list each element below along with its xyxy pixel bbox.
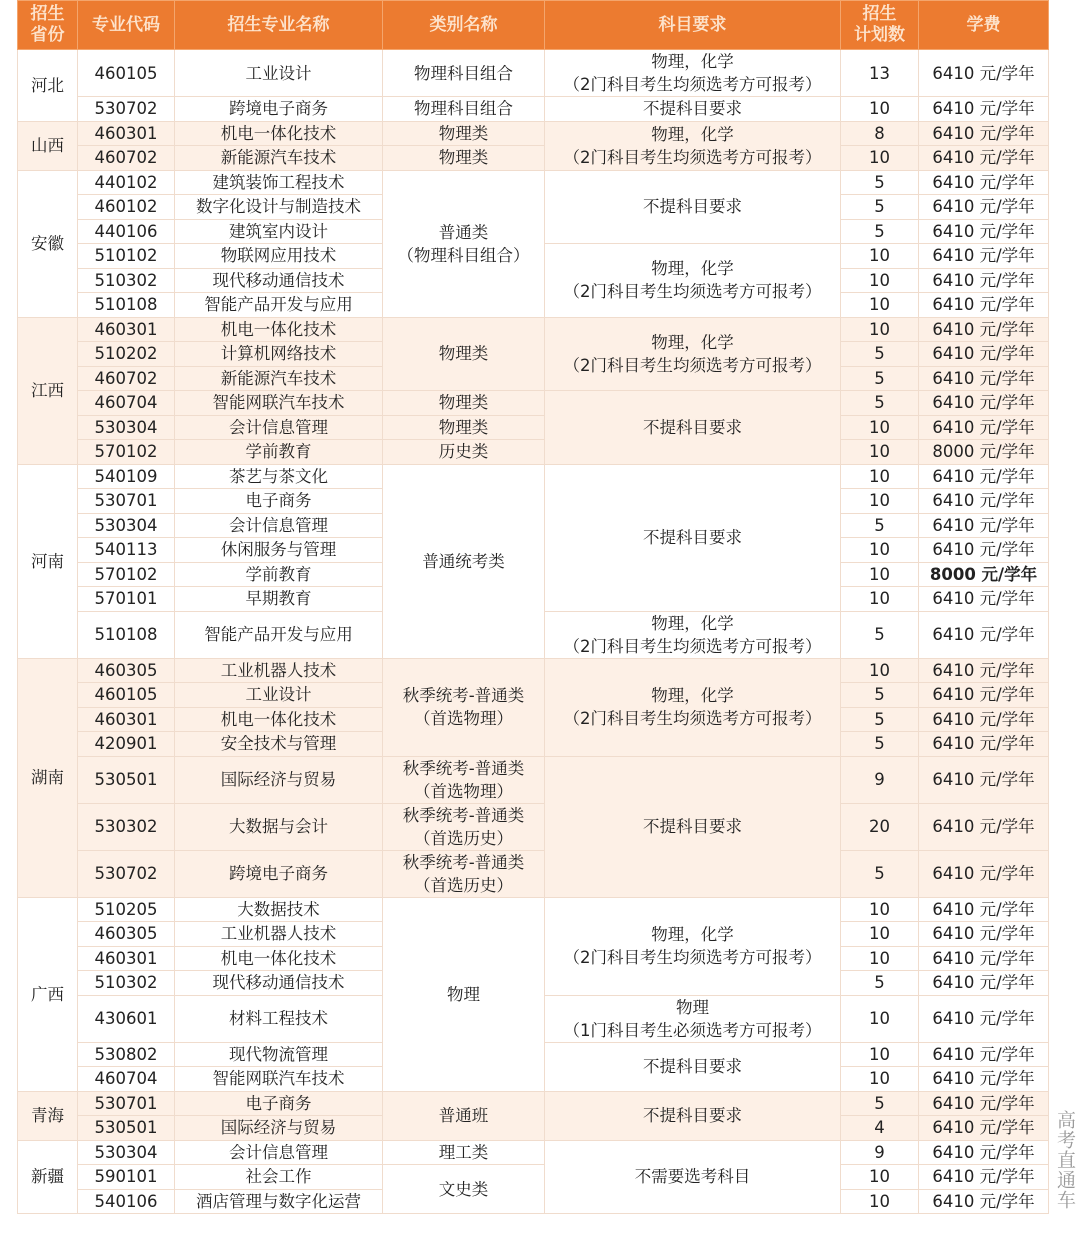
tuition-fee: 6410 元/学年 xyxy=(919,219,1049,244)
major-name: 跨境电子商务 xyxy=(175,97,383,122)
tuition-fee: 6410 元/学年 xyxy=(919,342,1049,367)
subject-requirement: 不提科目要求 xyxy=(545,464,841,611)
tuition-fee: 6410 元/学年 xyxy=(919,1116,1049,1141)
major-code: 530802 xyxy=(78,1042,175,1067)
plan-count: 10 xyxy=(841,587,919,612)
header-province: 招生 省份 xyxy=(18,1,78,50)
major-code: 440102 xyxy=(78,170,175,195)
plan-count: 5 xyxy=(841,170,919,195)
major-code: 510205 xyxy=(78,897,175,922)
plan-count: 5 xyxy=(841,732,919,757)
plan-count: 10 xyxy=(841,317,919,342)
major-name: 社会工作 xyxy=(175,1165,383,1190)
province-group xyxy=(18,1140,1049,1214)
plan-count: 10 xyxy=(841,995,919,1042)
major-name: 材料工程技术 xyxy=(175,995,383,1042)
subject-requirement: 不提科目要求 xyxy=(545,1091,841,1140)
major-name: 学前教育 xyxy=(175,440,383,465)
table-row xyxy=(18,97,1049,122)
major-code: 510108 xyxy=(78,293,175,318)
plan-count: 5 xyxy=(841,1091,919,1116)
major-code: 530302 xyxy=(78,803,175,850)
major-code: 530702 xyxy=(78,850,175,897)
major-name: 跨境电子商务 xyxy=(175,850,383,897)
category-cell: 历史类 xyxy=(383,440,545,465)
major-code: 460105 xyxy=(78,50,175,97)
category-cell: 秋季统考-普通类 （首选历史） xyxy=(383,850,545,897)
table-row xyxy=(18,170,1049,195)
major-name: 现代移动通信技术 xyxy=(175,971,383,996)
major-name: 会计信息管理 xyxy=(175,513,383,538)
plan-count: 5 xyxy=(841,707,919,732)
plan-count: 5 xyxy=(841,513,919,538)
tuition-fee: 6410 元/学年 xyxy=(919,971,1049,996)
major-code: 530501 xyxy=(78,756,175,803)
header-plan-count: 招生 计划数 xyxy=(841,1,919,50)
province-group xyxy=(18,121,1049,170)
plan-count: 5 xyxy=(841,366,919,391)
tuition-fee: 8000 元/学年 xyxy=(919,440,1049,465)
plan-count: 10 xyxy=(841,146,919,171)
major-code: 540109 xyxy=(78,464,175,489)
province-cell: 江西 xyxy=(18,317,78,464)
category-cell: 物理类 xyxy=(383,391,545,416)
major-name: 国际经济与贸易 xyxy=(175,1116,383,1141)
plan-count: 5 xyxy=(841,611,919,658)
category-cell: 普通班 xyxy=(383,1091,545,1140)
table-row xyxy=(18,391,1049,416)
major-name: 早期教育 xyxy=(175,587,383,612)
tuition-fee: 6410 元/学年 xyxy=(919,1189,1049,1214)
tuition-fee: 6410 元/学年 xyxy=(919,50,1049,97)
category-cell: 普通类 （物理科目组合） xyxy=(383,170,545,317)
major-name: 机电一体化技术 xyxy=(175,317,383,342)
tuition-fee: 6410 元/学年 xyxy=(919,317,1049,342)
category-cell: 文史类 xyxy=(383,1165,545,1214)
subject-requirement: 物理 （1门科目考生必须选考方可报考） xyxy=(545,995,841,1042)
major-code: 530701 xyxy=(78,1091,175,1116)
subject-requirement: 不提科目要求 xyxy=(545,1042,841,1091)
province-group xyxy=(18,658,1049,897)
table-row xyxy=(18,317,1049,342)
enrollment-table xyxy=(17,0,1049,1214)
province-cell: 安徽 xyxy=(18,170,78,317)
province-group xyxy=(18,1091,1049,1140)
table-row xyxy=(18,415,1049,440)
table-row xyxy=(18,803,1049,850)
plan-count: 5 xyxy=(841,391,919,416)
subject-requirement: 不提科目要求 xyxy=(545,97,841,122)
plan-count: 4 xyxy=(841,1116,919,1141)
tuition-fee: 6410 元/学年 xyxy=(919,897,1049,922)
major-code: 460305 xyxy=(78,922,175,947)
subject-requirement: 不提科目要求 xyxy=(545,391,841,465)
table-header-row xyxy=(18,1,1049,50)
major-name: 工业机器人技术 xyxy=(175,922,383,947)
plan-count: 10 xyxy=(841,1042,919,1067)
province-group xyxy=(18,897,1049,1091)
table-row xyxy=(18,1091,1049,1116)
major-code: 440106 xyxy=(78,219,175,244)
plan-count: 9 xyxy=(841,756,919,803)
major-code: 530304 xyxy=(78,1140,175,1165)
major-name: 大数据与会计 xyxy=(175,803,383,850)
major-code: 510302 xyxy=(78,971,175,996)
major-name: 会计信息管理 xyxy=(175,1140,383,1165)
major-name: 会计信息管理 xyxy=(175,415,383,440)
major-code: 570102 xyxy=(78,562,175,587)
major-name: 新能源汽车技术 xyxy=(175,146,383,171)
plan-count: 10 xyxy=(841,946,919,971)
header-category: 类别名称 xyxy=(383,1,545,50)
major-name: 茶艺与茶文化 xyxy=(175,464,383,489)
table-row xyxy=(18,1165,1049,1190)
major-code: 460305 xyxy=(78,658,175,683)
tuition-fee: 6410 元/学年 xyxy=(919,146,1049,171)
plan-count: 5 xyxy=(841,850,919,897)
plan-count: 9 xyxy=(841,1140,919,1165)
tuition-fee: 6410 元/学年 xyxy=(919,587,1049,612)
category-cell: 物理 xyxy=(383,897,545,1091)
tuition-fee: 6410 元/学年 xyxy=(919,707,1049,732)
major-code: 460301 xyxy=(78,707,175,732)
table-row xyxy=(18,850,1049,897)
tuition-fee: 6410 元/学年 xyxy=(919,489,1049,514)
plan-count: 10 xyxy=(841,464,919,489)
major-code: 510108 xyxy=(78,611,175,658)
province-group xyxy=(18,50,1049,122)
tuition-fee: 6410 元/学年 xyxy=(919,946,1049,971)
tuition-fee: 6410 元/学年 xyxy=(919,1091,1049,1116)
major-code: 510102 xyxy=(78,244,175,269)
major-name: 工业设计 xyxy=(175,50,383,97)
plan-count: 10 xyxy=(841,658,919,683)
plan-count: 10 xyxy=(841,268,919,293)
major-name: 现代移动通信技术 xyxy=(175,268,383,293)
major-code: 570101 xyxy=(78,587,175,612)
major-name: 新能源汽车技术 xyxy=(175,366,383,391)
tuition-fee: 6410 元/学年 xyxy=(919,170,1049,195)
category-cell: 理工类 xyxy=(383,1140,545,1165)
plan-count: 5 xyxy=(841,219,919,244)
plan-count: 10 xyxy=(841,415,919,440)
category-cell: 物理类 xyxy=(383,146,545,171)
major-code: 420901 xyxy=(78,732,175,757)
tuition-fee: 6410 元/学年 xyxy=(919,538,1049,563)
major-name: 智能网联汽车技术 xyxy=(175,391,383,416)
major-code: 460301 xyxy=(78,946,175,971)
major-code: 460704 xyxy=(78,1067,175,1092)
subject-requirement: 不提科目要求 xyxy=(545,756,841,897)
tuition-fee: 6410 元/学年 xyxy=(919,611,1049,658)
major-name: 工业设计 xyxy=(175,683,383,708)
plan-count: 10 xyxy=(841,538,919,563)
plan-count: 10 xyxy=(841,562,919,587)
major-code: 540106 xyxy=(78,1189,175,1214)
province-cell: 山西 xyxy=(18,121,78,170)
category-cell: 秋季统考-普通类 （首选物理） xyxy=(383,658,545,756)
major-code: 590101 xyxy=(78,1165,175,1190)
major-name: 智能产品开发与应用 xyxy=(175,293,383,318)
major-name: 国际经济与贸易 xyxy=(175,756,383,803)
major-name: 电子商务 xyxy=(175,489,383,514)
province-cell: 广西 xyxy=(18,897,78,1091)
tuition-fee: 6410 元/学年 xyxy=(919,121,1049,146)
tuition-fee: 6410 元/学年 xyxy=(919,683,1049,708)
plan-count: 8 xyxy=(841,121,919,146)
major-name: 建筑室内设计 xyxy=(175,219,383,244)
major-name: 大数据技术 xyxy=(175,897,383,922)
table-row xyxy=(18,440,1049,465)
tuition-fee: 6410 元/学年 xyxy=(919,1042,1049,1067)
table-row xyxy=(18,658,1049,683)
subject-requirement: 不提科目要求 xyxy=(545,170,841,244)
table-row xyxy=(18,1140,1049,1165)
province-cell: 青海 xyxy=(18,1091,78,1140)
major-name: 计算机网络技术 xyxy=(175,342,383,367)
subject-requirement: 不需要选考科目 xyxy=(545,1140,841,1214)
header-tuition: 学费 xyxy=(919,1,1049,50)
plan-count: 10 xyxy=(841,1067,919,1092)
subject-requirement: 物理，化学 （2门科目考生均须选考方可报考） xyxy=(545,611,841,658)
subject-requirement: 物理，化学 （2门科目考生均须选考方可报考） xyxy=(545,658,841,756)
major-code: 460105 xyxy=(78,683,175,708)
table-row xyxy=(18,121,1049,146)
major-name: 机电一体化技术 xyxy=(175,707,383,732)
major-code: 570102 xyxy=(78,440,175,465)
category-cell: 物理科目组合 xyxy=(383,97,545,122)
tuition-fee: 6410 元/学年 xyxy=(919,922,1049,947)
header-subject-req: 科目要求 xyxy=(545,1,841,50)
tuition-fee: 6410 元/学年 xyxy=(919,658,1049,683)
plan-count: 5 xyxy=(841,683,919,708)
table-row xyxy=(18,756,1049,803)
tuition-fee: 6410 元/学年 xyxy=(919,366,1049,391)
province-cell: 新疆 xyxy=(18,1140,78,1214)
major-code: 460301 xyxy=(78,317,175,342)
major-code: 460102 xyxy=(78,195,175,220)
plan-count: 10 xyxy=(841,440,919,465)
plan-count: 20 xyxy=(841,803,919,850)
tuition-fee: 6410 元/学年 xyxy=(919,195,1049,220)
major-name: 物联网应用技术 xyxy=(175,244,383,269)
major-name: 安全技术与管理 xyxy=(175,732,383,757)
tuition-fee: 8000 元/学年 xyxy=(919,562,1049,587)
major-name: 建筑装饰工程技术 xyxy=(175,170,383,195)
major-code: 430601 xyxy=(78,995,175,1042)
major-code: 530702 xyxy=(78,97,175,122)
province-group xyxy=(18,170,1049,317)
province-group xyxy=(18,317,1049,464)
plan-count: 10 xyxy=(841,897,919,922)
category-cell: 秋季统考-普通类 （首选历史） xyxy=(383,803,545,850)
major-code: 460301 xyxy=(78,121,175,146)
major-name: 休闲服务与管理 xyxy=(175,538,383,563)
tuition-fee: 6410 元/学年 xyxy=(919,732,1049,757)
tuition-fee: 6410 元/学年 xyxy=(919,756,1049,803)
subject-requirement: 物理，化学 （2门科目考生均须选考方可报考） xyxy=(545,50,841,97)
plan-count: 13 xyxy=(841,50,919,97)
subject-requirement: 物理，化学 （2门科目考生均须选考方可报考） xyxy=(545,244,841,318)
major-name: 机电一体化技术 xyxy=(175,121,383,146)
tuition-fee: 6410 元/学年 xyxy=(919,464,1049,489)
header-major-name: 招生专业名称 xyxy=(175,1,383,50)
category-cell: 秋季统考-普通类 （首选物理） xyxy=(383,756,545,803)
category-cell: 普通统考类 xyxy=(383,464,545,658)
major-name: 工业机器人技术 xyxy=(175,658,383,683)
tuition-fee: 6410 元/学年 xyxy=(919,803,1049,850)
plan-count: 10 xyxy=(841,293,919,318)
plan-count: 5 xyxy=(841,342,919,367)
category-cell: 物理类 xyxy=(383,415,545,440)
major-code: 510202 xyxy=(78,342,175,367)
plan-count: 5 xyxy=(841,195,919,220)
major-name: 智能网联汽车技术 xyxy=(175,1067,383,1092)
province-cell: 湖南 xyxy=(18,658,78,897)
tuition-fee: 6410 元/学年 xyxy=(919,244,1049,269)
tuition-fee: 6410 元/学年 xyxy=(919,995,1049,1042)
plan-count: 10 xyxy=(841,97,919,122)
plan-count: 5 xyxy=(841,971,919,996)
major-name: 现代物流管理 xyxy=(175,1042,383,1067)
plan-count: 10 xyxy=(841,244,919,269)
plan-count: 10 xyxy=(841,922,919,947)
subject-requirement: 物理，化学 （2门科目考生均须选考方可报考） xyxy=(545,317,841,391)
major-name: 酒店管理与数字化运营 xyxy=(175,1189,383,1214)
major-code: 530501 xyxy=(78,1116,175,1141)
watermark: 高考直通车 xyxy=(1054,1110,1076,1210)
major-code: 510302 xyxy=(78,268,175,293)
tuition-fee: 6410 元/学年 xyxy=(919,513,1049,538)
major-code: 530304 xyxy=(78,513,175,538)
major-name: 数字化设计与制造技术 xyxy=(175,195,383,220)
table-row xyxy=(18,897,1049,922)
major-name: 机电一体化技术 xyxy=(175,946,383,971)
tuition-fee: 6410 元/学年 xyxy=(919,391,1049,416)
table-row xyxy=(18,146,1049,171)
major-code: 530701 xyxy=(78,489,175,514)
tuition-fee: 6410 元/学年 xyxy=(919,293,1049,318)
major-name: 学前教育 xyxy=(175,562,383,587)
tuition-fee: 6410 元/学年 xyxy=(919,850,1049,897)
category-cell: 物理类 xyxy=(383,121,545,146)
category-cell: 物理类 xyxy=(383,317,545,391)
major-code: 460704 xyxy=(78,391,175,416)
major-code: 540113 xyxy=(78,538,175,563)
subject-requirement: 物理，化学 （2门科目考生均须选考方可报考） xyxy=(545,897,841,995)
tuition-fee: 6410 元/学年 xyxy=(919,1140,1049,1165)
province-cell: 河南 xyxy=(18,464,78,658)
major-name: 智能产品开发与应用 xyxy=(175,611,383,658)
tuition-fee: 6410 元/学年 xyxy=(919,415,1049,440)
major-code: 530304 xyxy=(78,415,175,440)
major-code: 460702 xyxy=(78,366,175,391)
plan-count: 10 xyxy=(841,489,919,514)
province-cell: 河北 xyxy=(18,50,78,122)
category-cell: 物理科目组合 xyxy=(383,50,545,97)
plan-count: 10 xyxy=(841,1189,919,1214)
plan-count: 10 xyxy=(841,1165,919,1190)
tuition-fee: 6410 元/学年 xyxy=(919,1067,1049,1092)
tuition-fee: 6410 元/学年 xyxy=(919,1165,1049,1190)
table-row xyxy=(18,50,1049,97)
major-code: 460702 xyxy=(78,146,175,171)
tuition-fee: 6410 元/学年 xyxy=(919,97,1049,122)
header-code: 专业代码 xyxy=(78,1,175,50)
major-name: 电子商务 xyxy=(175,1091,383,1116)
tuition-fee: 6410 元/学年 xyxy=(919,268,1049,293)
subject-requirement: 物理，化学 （2门科目考生均须选考方可报考） xyxy=(545,121,841,170)
province-group xyxy=(18,464,1049,658)
table-row xyxy=(18,464,1049,489)
